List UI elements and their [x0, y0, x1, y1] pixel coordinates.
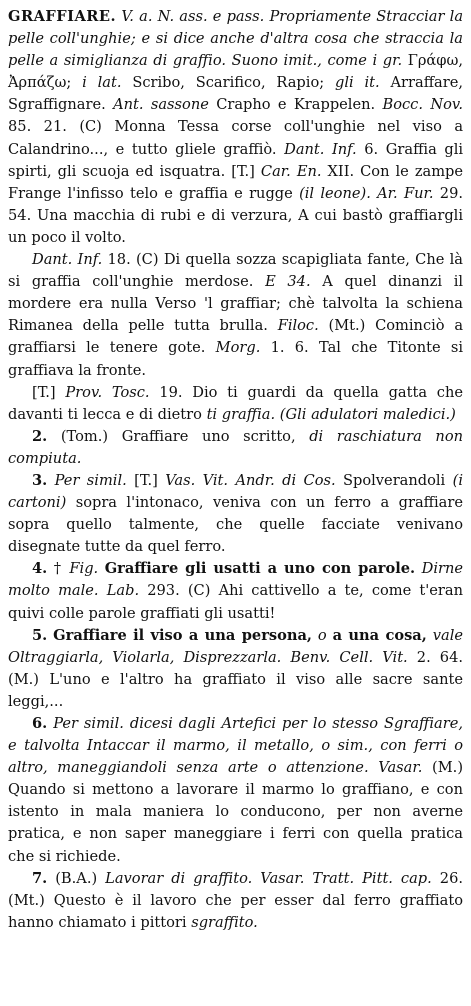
headword: GRAFFIARE. [8, 8, 117, 25]
sense-phrase: a una cosa, [332, 626, 427, 644]
sense-number: 7. [32, 869, 48, 887]
latin-words: Scribo, Scarifico, Rapio; [132, 74, 325, 92]
sense-definition: Dirne molto male. [8, 560, 464, 600]
citation-ref: XII. [327, 162, 355, 180]
sense-definition: Per simil. dicesi dagli Artefici per lo stesso Sgraffiare, e talvolta Intaccar il marmo, il metallo, o sim., con ferri o altro, maneggiandoli senza arte o attenzione. [8, 715, 463, 777]
citation-text: Quando si mettono a lavorare il marmo lo graffiano, e con istento in mala maniera lo conducono, per non averne pratica, e non saper maneggiare i ferri con quella pratica che si richiede. [8, 781, 463, 865]
citation-ref: 2. 64. (M.) [8, 648, 463, 688]
citation-text: Di quella sozza scapigliata fante, Che là si graffia coll'unghie merdose. [8, 251, 464, 291]
citation-source: Morg. [215, 339, 261, 357]
citations-paragraph [8, 249, 463, 382]
sense-number: 3. [32, 471, 48, 489]
citation-text: Dio ti guardi da quella gatta che davanti ti lecca e di dietro [8, 383, 463, 423]
citation-note: (il leone). [299, 184, 371, 202]
citation-ref: 1. 6. [270, 339, 309, 357]
citation-source: Vas. Vit. Andr. di Cos. [165, 471, 336, 489]
citation-source: (Tom.) [60, 427, 109, 445]
citation-ref: 293. (C) [147, 582, 211, 600]
sense-definition: Lavorar di graffito. [105, 869, 253, 887]
citation-ref: 85. 21. (C) [8, 118, 102, 136]
sense-definition: vale Oltraggiarla, Violarla, Disprezzarla. [8, 626, 464, 666]
citation-ref: (M.) [432, 759, 464, 777]
tommaseo-mark: [T.] [32, 383, 56, 401]
sense-label: Per simil. [54, 471, 127, 489]
citation-text: Graffia gli spirti, gli scuoja ed isquatra. [8, 140, 464, 180]
citation-text: A quel dinanzi il mordere era nulla Verso 'l graffiar; chè talvolta la schiena Rimanea della pelle tutta brulla. [8, 273, 464, 335]
sense-phrase: Graffiare gli usatti a uno con parole. [104, 560, 416, 578]
sense-label: (B.A.) [55, 869, 98, 887]
citation-source: Filoc. [277, 317, 319, 335]
citation-text: Con le zampe Frange l'infisso telo e graffia e rugge [8, 162, 464, 202]
citation-emphasis: ti graffia. [206, 405, 276, 423]
obsolete-dagger: † [53, 560, 63, 578]
citation-source: Dant. Inf. [284, 140, 357, 158]
sense-5 [8, 625, 463, 713]
citation-ref: 18. (C) [107, 251, 159, 269]
tommaseo-mark: [T.] [231, 162, 255, 180]
citation-ref: (Mt.) [328, 317, 366, 335]
citation-ref: E 34. [265, 273, 311, 291]
citation-term: sgraffito. [191, 913, 258, 931]
sense-number: 2. [32, 427, 48, 445]
sense-or: o [317, 626, 327, 644]
grammar-label: V. a. N. ass. e pass. [121, 8, 265, 25]
italian-words: Arraffare, Sgraffignare. [8, 74, 464, 114]
sense-2 [8, 426, 463, 470]
citation-text: Ahi cattivello a te, come t'eran quivi colle parole graffiati gli usatti! [8, 582, 463, 622]
citation-text: Tal che Titonte si graffiava la fronte. [8, 339, 464, 379]
sense-note: di raschiatura non compiuta. [8, 427, 464, 467]
citation-source: Dant. Inf. [32, 251, 103, 269]
sense-label: Fig. [69, 560, 99, 578]
saxon-label: Ant. sassone [113, 96, 209, 114]
italian-label: gli it. [334, 74, 380, 92]
citation-source: Prov. Tosc. [65, 383, 150, 401]
tommaseo-mark: [T.] [134, 471, 158, 489]
citation-note: (i cartoni) [8, 471, 463, 512]
greek-etymology: Γράφω, Ἀρπάζω; [8, 52, 464, 92]
sense-text: Graffiare uno scritto, [121, 427, 296, 445]
citation-text: sopra l'intonaco, veniva con un ferro a graffiare sopra quello talmente, che quelle facciate venivano disegnate tutte da quel ferro. [8, 494, 463, 556]
citation-source: Benv. Cell. Vit. [290, 648, 408, 666]
sense-number: 5. [32, 626, 48, 644]
citation-source: Bocc. Nov. [382, 96, 464, 114]
definition: Propriamente Stracciar la pelle coll'unghie; e si dice anche d'altra cosa che straccia la pelle a simiglianza di graffio. Suono imit., come i gr. [8, 8, 464, 70]
citation-text: Una macchia di rubi e di verzura, A cui bastò graffiargli un poco il volto. [8, 206, 463, 246]
entry-main-paragraph [8, 6, 463, 249]
latin-label: i lat. [82, 74, 122, 92]
citation-ref: 26. (Mt.) [8, 869, 463, 909]
citation-ref: 19. [159, 383, 183, 401]
citation-text: L'uno e l'altro ha graffiato il viso alle sacre sante leggi,... [8, 670, 463, 710]
citation-source: Vasar. Tratt. Pitt. cap. [260, 869, 432, 887]
citation-text: Monna Tessa corse coll'unghie nel viso a Calandrino..., e tutto gliele graffiò. [8, 118, 464, 158]
proverb-paragraph [8, 382, 463, 426]
sense-4 [8, 558, 463, 624]
citation-source: Car. En. [260, 162, 322, 180]
citation-text: Questo è il lavoro che per esser dal ferro graffiato hanno chiamato i pittori [8, 891, 463, 931]
sense-3 [8, 470, 463, 558]
citation-note: (Gli adulatori maledici.) [279, 405, 456, 423]
saxon-words: Crapho e Krappelen. [216, 96, 376, 114]
citation-source: Ar. Fur. [377, 184, 434, 202]
citation-ref: 29. 54. [8, 184, 463, 224]
sense-number: 4. [32, 560, 48, 578]
citation-text: Spolverandoli [343, 471, 446, 489]
sense-7 [8, 868, 463, 934]
citation-ref: 6. [364, 140, 379, 158]
citation-source: Vasar. [378, 759, 423, 777]
sense-6 [8, 713, 463, 868]
sense-number: 6. [32, 715, 48, 732]
citation-source: Lab. [106, 582, 140, 600]
citation-text: Cominciò a graffiarsi le tenere gote. [8, 317, 464, 357]
sense-phrase: Graffiare il viso a una persona, [53, 626, 312, 644]
